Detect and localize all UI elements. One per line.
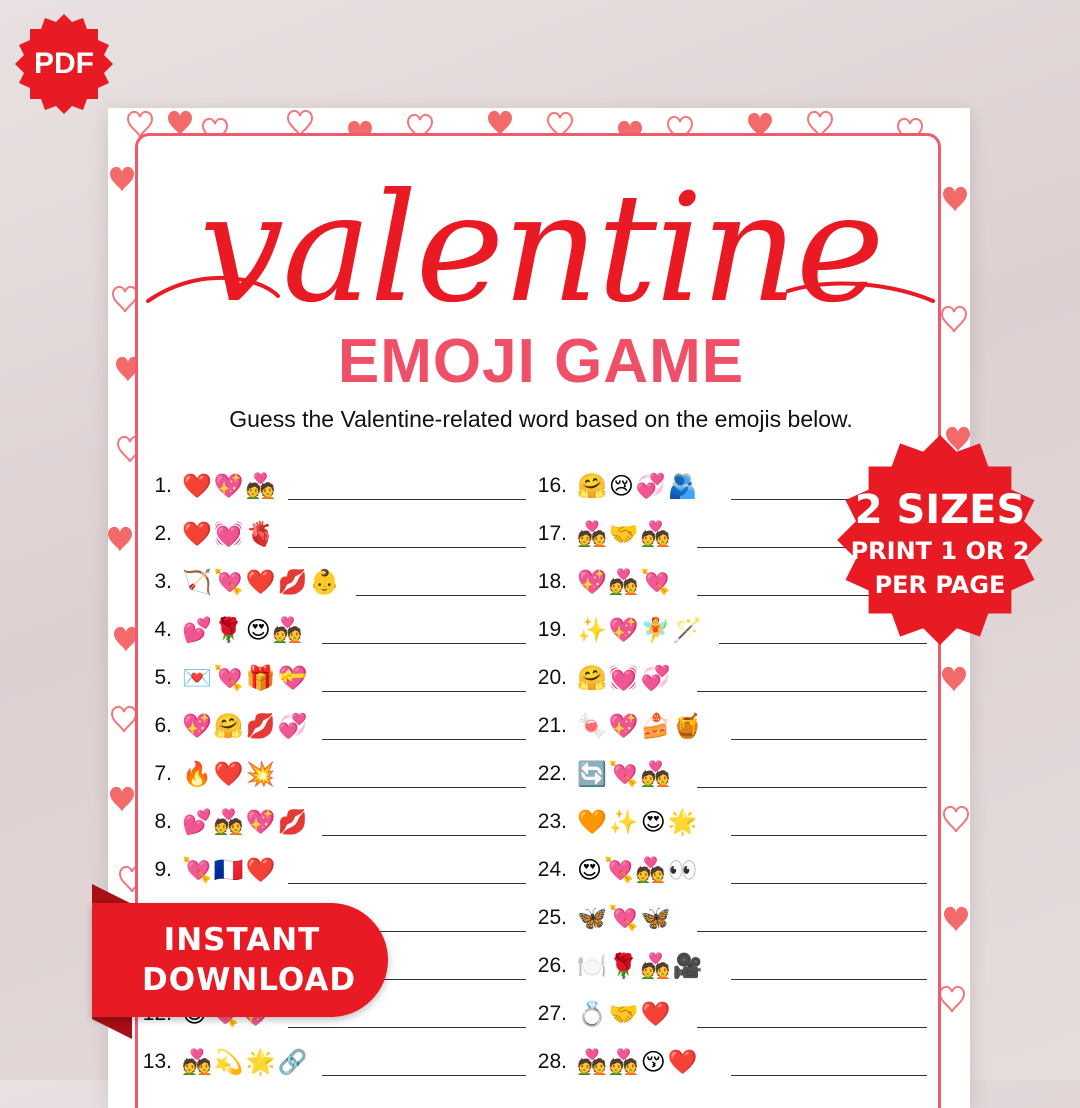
item-number: 20.	[537, 666, 567, 689]
list-item	[533, 706, 933, 746]
answer-line[interactable]	[697, 787, 927, 789]
answer-line[interactable]	[322, 739, 526, 741]
emoji-clue: 🏹💘❤️💋👶	[182, 568, 342, 596]
list-item	[138, 850, 528, 890]
item-number: 18.	[537, 570, 567, 593]
list-item	[533, 658, 933, 698]
list-item	[138, 754, 528, 794]
emoji-clue: 🍽️🌹💑🎥	[577, 952, 705, 980]
ribbon-line-1: INSTANT	[163, 922, 321, 958]
sizes-badge-text	[835, 435, 1045, 645]
emoji-clue: 💘🇫🇷❤️	[182, 856, 278, 884]
emoji-clue: ✨💖🧚🪄	[577, 616, 705, 644]
answer-line[interactable]	[288, 1027, 526, 1029]
answer-line[interactable]	[288, 547, 526, 549]
item-number: 19.	[537, 618, 567, 641]
list-item	[138, 466, 528, 506]
list-item	[533, 946, 933, 986]
answer-line[interactable]	[731, 979, 927, 981]
item-number: 22.	[537, 762, 567, 785]
item-number: 8.	[154, 810, 172, 833]
list-item	[533, 850, 933, 890]
list-item	[138, 562, 528, 602]
emoji-clue: 🍬💖🍰🍯	[577, 712, 705, 740]
item-number: 4.	[154, 618, 172, 641]
list-item	[533, 1042, 933, 1082]
item-number: 28.	[537, 1050, 567, 1073]
list-item	[138, 1042, 528, 1082]
item-number: 23.	[537, 810, 567, 833]
answer-line[interactable]	[731, 883, 927, 885]
list-item	[533, 898, 933, 938]
emoji-clue: 💑🤝💑	[577, 520, 673, 548]
emoji-clue: ❤️💓🫀	[182, 520, 278, 548]
list-item	[138, 514, 528, 554]
emoji-clue: 💑💑😚❤️	[577, 1048, 700, 1076]
answer-line[interactable]	[356, 595, 526, 597]
item-number: 7.	[154, 762, 172, 785]
list-item	[533, 802, 933, 842]
item-number: 25.	[537, 906, 567, 929]
item-number: 5.	[154, 666, 172, 689]
item-number: 27.	[537, 1002, 567, 1025]
emoji-clue: 💖🤗💋💞	[182, 712, 310, 740]
item-number: 17.	[537, 522, 567, 545]
list-item	[138, 706, 528, 746]
answer-line[interactable]	[697, 1027, 927, 1029]
list-item	[533, 994, 933, 1034]
list-item	[138, 610, 528, 650]
item-number: 21.	[537, 714, 567, 737]
title-flourish	[138, 246, 944, 326]
answer-line[interactable]	[697, 691, 927, 693]
emoji-clue: 🧡✨😍🌟	[577, 808, 700, 836]
answer-line[interactable]	[288, 499, 526, 501]
sizes-line-1: PRINT 1 OR 2	[850, 537, 1030, 565]
item-number: 6.	[154, 714, 172, 737]
answer-line[interactable]	[697, 931, 927, 933]
item-number: 16.	[537, 474, 567, 497]
ribbon-line-2: DOWNLOAD	[142, 962, 357, 998]
sizes-title: 2 SIZES	[854, 487, 1026, 533]
instructions-text: Guess the Valentine-related word based on the emojis below.	[229, 406, 853, 432]
emoji-clue: 💑💫🌟🔗	[182, 1048, 310, 1076]
answer-line[interactable]	[322, 643, 526, 645]
emoji-clue: 💍🤝❤️	[577, 1000, 673, 1028]
answer-line[interactable]	[322, 691, 526, 693]
emoji-clue: 🤗💓💞	[577, 664, 673, 692]
list-item	[138, 658, 528, 698]
emoji-clue: 🔥❤️💥	[182, 760, 278, 788]
emoji-clue: 💕🌹😍💑	[182, 616, 305, 644]
item-number: 24.	[537, 858, 567, 881]
page-title: EMOJI GAME	[337, 327, 745, 396]
sizes-line-2: PER PAGE	[874, 571, 1006, 599]
instant-download-ribbon	[92, 903, 388, 1017]
item-number: 26.	[537, 954, 567, 977]
answer-line[interactable]	[288, 883, 526, 885]
list-item	[138, 802, 528, 842]
emoji-clue: 💖💑💘	[577, 568, 673, 596]
script-title: valentine	[199, 162, 883, 336]
item-number: 1.	[154, 474, 172, 497]
list-item	[533, 754, 933, 794]
emoji-clue: 🤗😢💞🫂	[577, 472, 700, 500]
answer-line[interactable]	[731, 835, 927, 837]
answer-line[interactable]	[288, 787, 526, 789]
pdf-label: PDF	[34, 47, 94, 80]
answer-line[interactable]	[322, 835, 526, 837]
item-number: 9.	[154, 858, 172, 881]
answer-line[interactable]	[731, 739, 927, 741]
item-number: 3.	[154, 570, 172, 593]
item-number: 2.	[154, 522, 172, 545]
emoji-clue: 😍💘💑👀	[577, 856, 700, 884]
emoji-clue: 💕💑💖💋	[182, 808, 310, 836]
item-number: 13.	[142, 1050, 172, 1073]
answer-line[interactable]	[731, 1075, 927, 1077]
emoji-clue: 🔄💘💑	[577, 760, 673, 788]
emoji-clue: ❤️💖💑	[182, 472, 278, 500]
answer-line[interactable]	[322, 1075, 526, 1077]
emoji-clue: 💌💘🎁💝	[182, 664, 310, 692]
emoji-clue: 🦋💘🦋	[577, 904, 673, 932]
